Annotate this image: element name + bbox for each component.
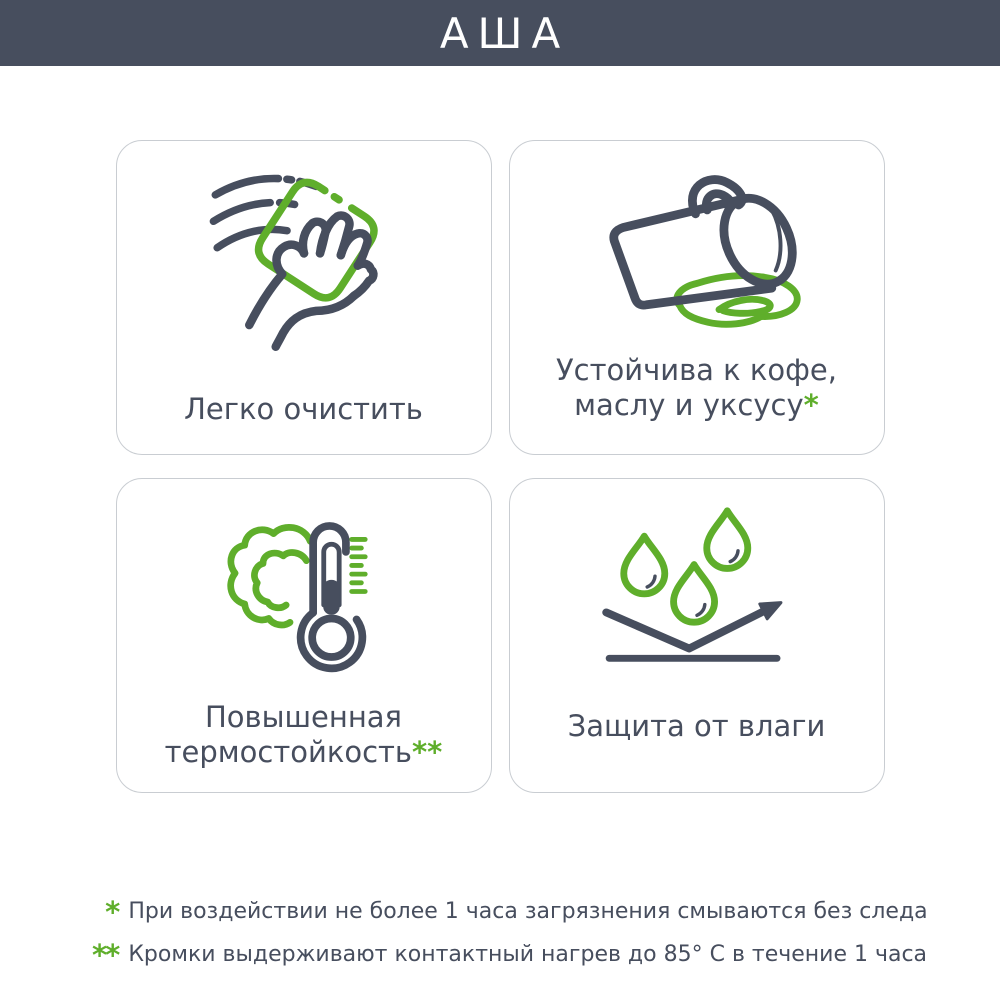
footnote-2: [72, 938, 928, 973]
moisture-icon-box: [510, 479, 884, 676]
card-heat-resistant: [116, 478, 492, 793]
stain-resistant-line1: Устойчива к кофе,: [555, 353, 837, 388]
mercury-fill: [323, 580, 339, 615]
heat-resistant-line2: термостойкость: [164, 735, 413, 769]
easy-clean-line1: Легко очистить: [184, 391, 423, 426]
card-easy-clean: [116, 140, 492, 455]
stain-resistant-icon-box: [510, 141, 884, 338]
moisture-label: [568, 709, 826, 744]
water-drops-deflect-icon: [597, 504, 797, 670]
heat-resistant-suffix: **: [412, 735, 443, 769]
footnote-1-marker: *: [105, 895, 119, 929]
heat-resistant-label: [165, 700, 443, 770]
moisture-line1: Защита от влаги: [567, 708, 826, 743]
stain-resistant-line2: маслу и уксусу: [574, 388, 804, 422]
footnote-2-text: Кромки выдерживают контактный нагрев до 85° С в течение 1 часа: [128, 942, 928, 968]
footnotes: [72, 897, 927, 971]
easy-clean-icon-box: [117, 141, 491, 359]
stain-resistant-label: [556, 353, 837, 423]
footnote-1-text: При воздействии не более 1 часа загрязнения смываются без следа: [128, 899, 928, 924]
arrowhead: [759, 602, 780, 618]
moisture-label-box: [568, 676, 826, 776]
card-stain-resistant: [509, 140, 885, 455]
brand-header: [0, 0, 1000, 66]
thermometer-steam-icon: [221, 497, 386, 685]
brand-title: АША: [439, 8, 570, 58]
card-moisture-protection: [509, 478, 885, 793]
footnote-2-marker: **: [91, 938, 119, 973]
heat-resistant-icon-box: [117, 479, 491, 685]
heat-resistant-line1: Повышенная: [204, 700, 403, 735]
heat-resistant-label-box: [165, 685, 443, 785]
footnote-1: [72, 897, 927, 927]
stain-resistant-label-box: [556, 338, 837, 438]
wipe-hand-icon: [190, 159, 418, 359]
stain-resistant-suffix: *: [803, 388, 819, 422]
spilled-cup-icon: [579, 161, 814, 337]
easy-clean-label-box: [184, 359, 423, 459]
feature-grid: [116, 140, 885, 793]
easy-clean-label: [184, 392, 423, 427]
